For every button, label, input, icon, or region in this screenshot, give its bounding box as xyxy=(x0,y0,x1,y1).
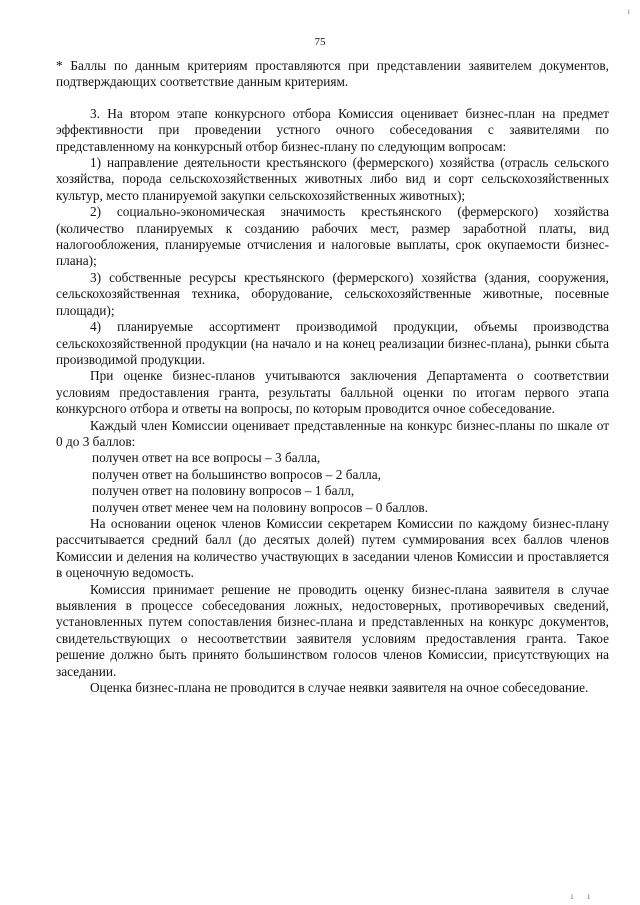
footnote: * Баллы по данным критериям проставляются при представлении заявителем документов, подтверждающих соответствие данным критериям. xyxy=(56,58,609,90)
question-4: 4) планируемые ассортимент производимой продукции, объемы производства сельскохозяйственной продукции (на начало и на конец реализации бизнес-плана), рынки сбыта производимой продукции. xyxy=(56,319,609,367)
scale-item: получен ответ на большинство вопросов – 2 балла, xyxy=(92,466,382,482)
question-2: 2) социально-экономическая значимость крестьянского (фермерского) хозяйства (количество планируемых к созданию рабочих мест, размер заработной платы, вид налогообложения, планируемые отчисления и налоговые выплаты, срок окупаемости бизнес-плана); xyxy=(56,204,609,269)
paragraph-average-score: На основании оценок членов Комиссии секретарем Комиссии по каждому бизнес-плану рассчитывается средний балл (до десятых долей) путем суммирования всех баллов членов Комиссии и деления на количество участвующих в заседании членов Комиссии и проставляется в оценочную ведомость. xyxy=(56,515,609,581)
paragraph-scale-intro: Каждый член Комиссии оценивает представленные на конкурс бизнес-планы по шкале от 0 до 3 баллов: xyxy=(56,417,609,449)
paragraph-absence: Оценка бизнес-плана не проводится в случае неявки заявителя на очное собеседование. xyxy=(90,680,589,696)
scale-item: получен ответ менее чем на половину вопросов – 0 баллов. xyxy=(92,499,428,515)
paragraph-stage-two: 3. На втором этапе конкурсного отбора Комиссия оценивает бизнес-план на предмет эффективности при проведении устного очного собеседования с заявителями по представленному на конкурсный отбор бизнес-плану по следующим вопросам: xyxy=(56,105,609,154)
paragraph-refusal: Комиссия принимает решение не проводить оценку бизнес-плана заявителя в случае выявления в процессе собеседования ложных, недостоверных, противоречивых сведений, установленных путем сопоставления бизнес-плана и представленных на конкурс документов, свидетельствующих о несоответствии заявителя условиям предоставления гранта. Такое решение должно быть принято большинством голосов членов Комиссии, присутствующих на заседании. xyxy=(56,581,609,679)
scan-marks: ı ı xyxy=(570,891,596,901)
scale-item: получен ответ на все вопросы – 3 балла, xyxy=(92,450,321,466)
page-number: 75 xyxy=(314,36,326,48)
scale-item: получен ответ на половину вопросов – 1 балл, xyxy=(92,483,355,499)
question-3: 3) собственные ресурсы крестьянского (фермерского) хозяйства (здания, сооружения, сельскохозяйственная техника, оборудование, сельскохозяйственные животные, посевные площади); xyxy=(56,269,609,318)
question-1: 1) направление деятельности крестьянского (фермерского) хозяйства (отрасль сельского хозяйства, порода сельскохозяйственных животных либо вид и сорт сельскохозяйственных культур, место планируемой закупки сельскохозяйственных животных); xyxy=(56,155,609,203)
paragraph-evaluation-basis: При оценке бизнес-планов учитываются заключения Департамента о соответствии условиям предоставления гранта, результаты балльной оценки по итогам первого этапа конкурсного отбора и ответы на вопросы, по которым проводится очное собеседование. xyxy=(56,368,609,417)
corner-tick: ı xyxy=(627,6,630,16)
page-body xyxy=(56,58,609,696)
